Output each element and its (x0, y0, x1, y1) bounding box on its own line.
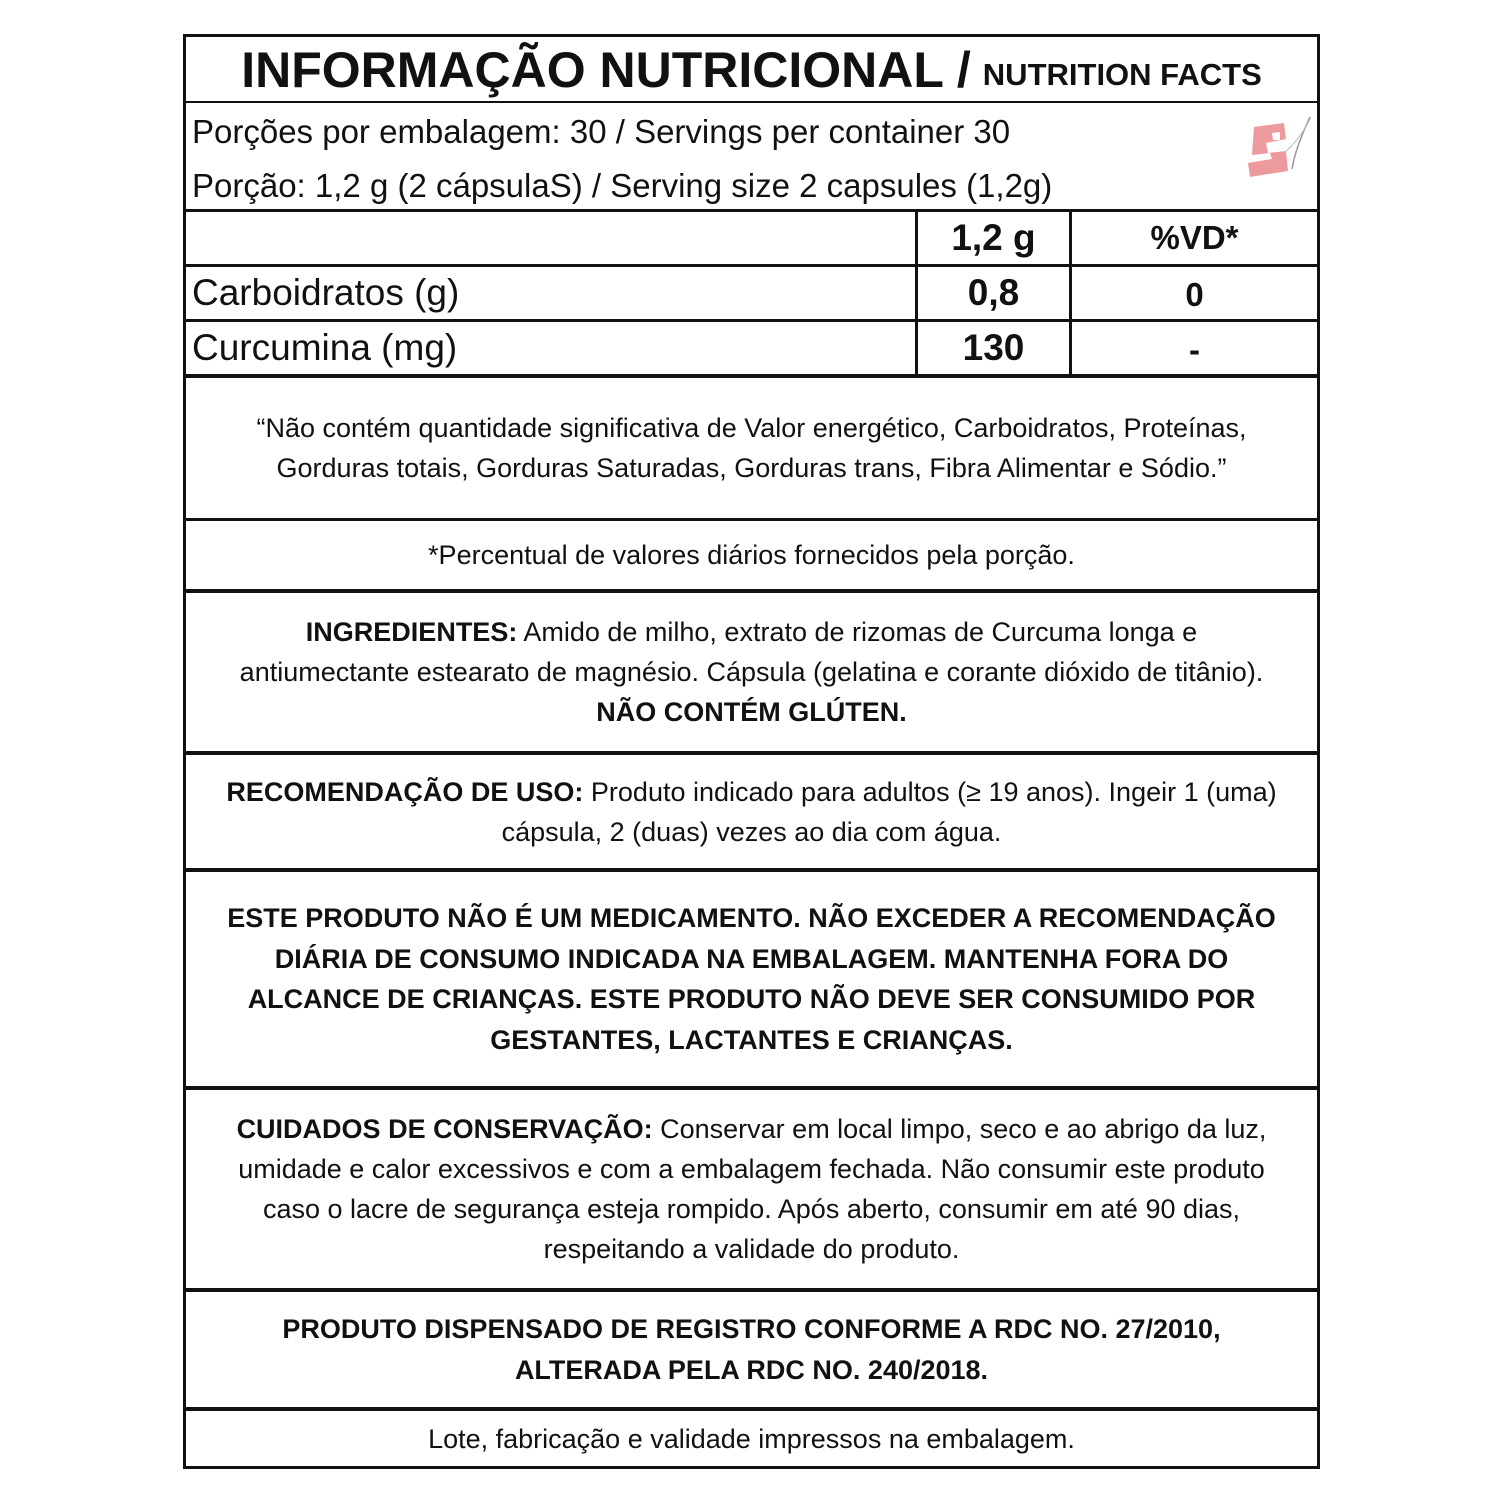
not-significant-note: “Não contém quantidade significativa de Valor energético, Carboidratos, Proteínas, Gorduras totais, Gorduras Saturadas, Gorduras trans, Fibra Alimentar e Sódio.” (256, 413, 1247, 483)
title-english: NUTRITION FACTS (982, 57, 1262, 92)
brand-logo-icon (1236, 113, 1316, 198)
gluten-statement: NÃO CONTÉM GLÚTEN. (596, 697, 907, 727)
usage-label: RECOMENDAÇÃO DE USO: (226, 776, 584, 807)
usage-section: RECOMENDAÇÃO DE USO: Produto indicado para adultos (≥ 19 anos). Ingeir 1 (uma) cápsula, 2 (duas) vezes ao dia com água. (226, 776, 1277, 847)
ingredients-label: INGREDIENTES: (305, 617, 518, 647)
divider (186, 101, 1317, 103)
nutrient-amount: 130 (962, 327, 1025, 368)
serving-size: Porção: 1,2 g (2 cápsulaS) / Serving size 2 capsules (1,2g) (192, 167, 1053, 204)
daily-values-note: *Percentual de valores diários fornecidos pela porção. (428, 540, 1075, 570)
header-amount: 1,2 g (951, 217, 1036, 258)
nutrition-label (183, 34, 1320, 1469)
storage-label: CUIDADOS DE CONSERVAÇÃO: (236, 1114, 653, 1144)
nutrient-daily-value: 0 (1185, 276, 1204, 313)
registration-section: PRODUTO DISPENSADO DE REGISTRO CONFORME A RDC NO. 27/2010, ALTERADA PELA RDC NO. 240/2018. (282, 1314, 1221, 1385)
title-portuguese: INFORMAÇÃO NUTRICIONAL / (241, 42, 971, 98)
ingredients-section: INGREDIENTES: Amido de milho, extrato de rizomas de Curcuma longa e antiumectante estearato de magnésio. Cápsula (gelatina e corante dióxido de titânio). NÃO CONTÉM GLÚTEN. (239, 617, 1264, 727)
warning-section: ESTE PRODUTO NÃO É UM MEDICAMENTO. NÃO EXCEDER A RECOMENDAÇÃO DIÁRIA DE CONSUMO INDICADA NA EMBALAGEM. MANTENHA FORA DO ALCANCE DE CRIANÇAS. ESTE PRODUTO NÃO DEVE SER CONSUMIDO POR GESTANTES, LACTANTES E CRIANÇAS. (227, 903, 1276, 1055)
servings-per-container: Porções por embalagem: 30 / Servings per container 30 (192, 113, 1011, 150)
nutrient-name: Curcumina (mg) (192, 327, 458, 368)
storage-section: CUIDADOS DE CONSERVAÇÃO: Conservar em local limpo, seco e ao abrigo da luz, umidade e calor excessivos e com a embalagem fechada. Não consumir este produto caso o lacre de segurança esteja rompido. Após aberto, consumir em até 90 dias, respeitando a validade do produto. (236, 1114, 1267, 1264)
label-title (186, 37, 1317, 103)
lot-note: Lote, fabricação e validade impressos na embalagem. (428, 1423, 1075, 1454)
nutrient-daily-value: - (1189, 331, 1200, 368)
nutrient-name: Carboidratos (g) (192, 272, 460, 313)
header-daily-value: %VD* (1150, 219, 1239, 256)
nutrient-amount: 0,8 (967, 272, 1020, 313)
